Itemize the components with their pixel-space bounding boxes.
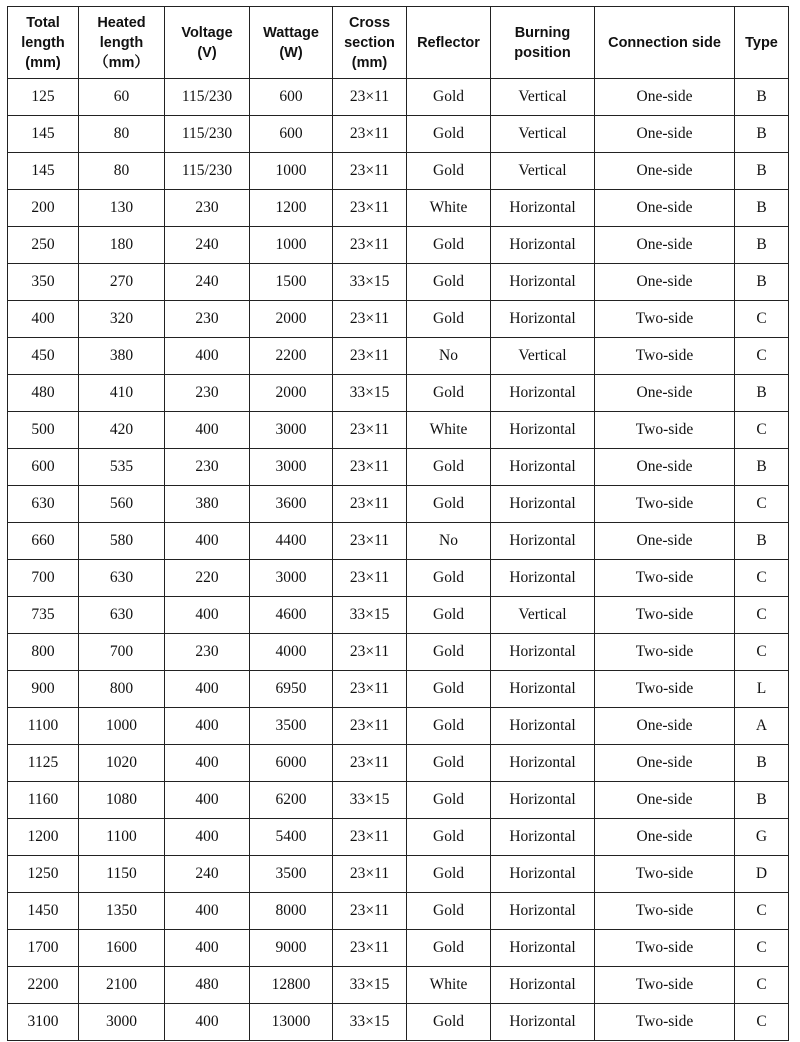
cell-heated-length: 1020 [79,745,165,782]
cell-type: C [735,597,789,634]
cell-cross-section: 23×11 [333,708,407,745]
cell-heated-length: 420 [79,412,165,449]
cell-type: B [735,523,789,560]
cell-reflector: Gold [407,227,491,264]
cell-total-length: 700 [8,560,79,597]
cell-voltage: 115/230 [165,116,250,153]
cell-total-length: 450 [8,338,79,375]
cell-heated-length: 560 [79,486,165,523]
cell-wattage: 6950 [250,671,333,708]
table-body [8,79,789,1041]
cell-voltage: 380 [165,486,250,523]
cell-voltage: 400 [165,782,250,819]
cell-type: C [735,1004,789,1041]
cell-connection-side: Two-side [595,560,735,597]
cell-heated-length: 1600 [79,930,165,967]
cell-reflector: Gold [407,449,491,486]
cell-reflector: Gold [407,597,491,634]
cell-burning-position: Vertical [491,79,595,116]
cell-burning-position: Horizontal [491,1004,595,1041]
cell-cross-section: 23×11 [333,893,407,930]
cell-total-length: 600 [8,449,79,486]
cell-reflector: Gold [407,264,491,301]
table-row [8,486,789,523]
cell-connection-side: Two-side [595,856,735,893]
cell-type: B [735,190,789,227]
cell-burning-position: Horizontal [491,560,595,597]
cell-voltage: 400 [165,893,250,930]
cell-total-length: 1450 [8,893,79,930]
header-line: Connection side [608,34,721,51]
table-row [8,375,789,412]
cell-total-length: 1125 [8,745,79,782]
table-row [8,782,789,819]
cell-wattage: 1000 [250,153,333,190]
cell-total-length: 735 [8,597,79,634]
cell-wattage: 6200 [250,782,333,819]
cell-cross-section: 23×11 [333,634,407,671]
table-row [8,745,789,782]
cell-cross-section: 23×11 [333,745,407,782]
header-line: position [514,44,571,61]
cell-burning-position: Horizontal [491,523,595,560]
cell-burning-position: Horizontal [491,301,595,338]
cell-connection-side: One-side [595,375,735,412]
cell-voltage: 220 [165,560,250,597]
cell-connection-side: Two-side [595,1004,735,1041]
cell-connection-side: One-side [595,227,735,264]
cell-heated-length: 1350 [79,893,165,930]
cell-wattage: 3500 [250,708,333,745]
cell-voltage: 230 [165,449,250,486]
cell-type: C [735,486,789,523]
table-row [8,1004,789,1041]
cell-wattage: 8000 [250,893,333,930]
cell-voltage: 400 [165,819,250,856]
cell-cross-section: 23×11 [333,449,407,486]
cell-burning-position: Horizontal [491,634,595,671]
table-row [8,671,789,708]
cell-reflector: White [407,412,491,449]
cell-reflector: Gold [407,116,491,153]
cell-connection-side: One-side [595,523,735,560]
header-line: (mm) [351,54,388,71]
cell-reflector: Gold [407,782,491,819]
cell-cross-section: 23×11 [333,412,407,449]
cell-wattage: 5400 [250,819,333,856]
cell-connection-side: One-side [595,708,735,745]
cell-type: C [735,967,789,1004]
cell-voltage: 230 [165,634,250,671]
cell-voltage: 115/230 [165,79,250,116]
cell-burning-position: Horizontal [491,227,595,264]
cell-burning-position: Vertical [491,338,595,375]
cell-cross-section: 23×11 [333,301,407,338]
cell-heated-length: 270 [79,264,165,301]
cell-cross-section: 23×11 [333,523,407,560]
cell-heated-length: 630 [79,597,165,634]
cell-type: A [735,708,789,745]
cell-type: C [735,301,789,338]
cell-total-length: 630 [8,486,79,523]
cell-reflector: Gold [407,893,491,930]
cell-cross-section: 33×15 [333,782,407,819]
cell-type: B [735,745,789,782]
cell-type: C [735,338,789,375]
cell-cross-section: 23×11 [333,486,407,523]
cell-connection-side: Two-side [595,634,735,671]
cell-type: L [735,671,789,708]
cell-cross-section: 23×11 [333,856,407,893]
cell-wattage: 2200 [250,338,333,375]
cell-total-length: 480 [8,375,79,412]
cell-wattage: 2000 [250,375,333,412]
cell-cross-section: 23×11 [333,671,407,708]
cell-total-length: 125 [8,79,79,116]
cell-connection-side: One-side [595,782,735,819]
cell-connection-side: Two-side [595,301,735,338]
cell-heated-length: 180 [79,227,165,264]
table-row [8,338,789,375]
cell-cross-section: 33×15 [333,597,407,634]
cell-total-length: 350 [8,264,79,301]
table-row [8,930,789,967]
cell-burning-position: Vertical [491,597,595,634]
cell-voltage: 400 [165,412,250,449]
cell-connection-side: One-side [595,449,735,486]
table-row [8,967,789,1004]
cell-wattage: 1500 [250,264,333,301]
cell-wattage: 2000 [250,301,333,338]
cell-reflector: Gold [407,745,491,782]
cell-heated-length: 60 [79,79,165,116]
cell-wattage: 12800 [250,967,333,1004]
cell-burning-position: Horizontal [491,671,595,708]
cell-burning-position: Horizontal [491,782,595,819]
header-line: Type [745,34,778,51]
cell-wattage: 13000 [250,1004,333,1041]
cell-wattage: 600 [250,79,333,116]
cell-reflector: Gold [407,930,491,967]
cell-connection-side: Two-side [595,930,735,967]
cell-total-length: 250 [8,227,79,264]
cell-voltage: 230 [165,301,250,338]
cell-burning-position: Horizontal [491,967,595,1004]
cell-voltage: 230 [165,190,250,227]
cell-heated-length: 1150 [79,856,165,893]
cell-total-length: 145 [8,153,79,190]
cell-reflector: White [407,967,491,1004]
cell-total-length: 200 [8,190,79,227]
cell-voltage: 240 [165,264,250,301]
cell-voltage: 240 [165,856,250,893]
cell-cross-section: 23×11 [333,560,407,597]
cell-connection-side: One-side [595,116,735,153]
cell-connection-side: One-side [595,264,735,301]
table-row [8,560,789,597]
cell-connection-side: One-side [595,819,735,856]
cell-reflector: Gold [407,486,491,523]
cell-cross-section: 23×11 [333,930,407,967]
cell-wattage: 600 [250,116,333,153]
cell-heated-length: 2100 [79,967,165,1004]
cell-wattage: 1000 [250,227,333,264]
header-connection-side [595,7,735,79]
header-line: (V) [197,44,217,61]
cell-cross-section: 23×11 [333,819,407,856]
cell-type: C [735,634,789,671]
cell-voltage: 400 [165,671,250,708]
table-row [8,597,789,634]
cell-voltage: 400 [165,1004,250,1041]
cell-wattage: 6000 [250,745,333,782]
cell-heated-length: 535 [79,449,165,486]
header-line: section [344,34,395,51]
cell-connection-side: Two-side [595,412,735,449]
cell-total-length: 1160 [8,782,79,819]
cell-total-length: 800 [8,634,79,671]
cell-cross-section: 33×15 [333,1004,407,1041]
cell-wattage: 9000 [250,930,333,967]
cell-voltage: 400 [165,708,250,745]
cell-heated-length: 700 [79,634,165,671]
table-row [8,116,789,153]
cell-voltage: 240 [165,227,250,264]
table-row [8,79,789,116]
cell-type: C [735,412,789,449]
cell-wattage: 3000 [250,560,333,597]
table-row [8,523,789,560]
table-row [8,264,789,301]
header-line: Total [26,14,60,31]
cell-wattage: 3000 [250,449,333,486]
table-row [8,449,789,486]
cell-burning-position: Vertical [491,153,595,190]
cell-reflector: Gold [407,153,491,190]
cell-type: C [735,560,789,597]
cell-total-length: 1100 [8,708,79,745]
header-burning-position [491,7,595,79]
cell-voltage: 115/230 [165,153,250,190]
cell-voltage: 400 [165,338,250,375]
cell-reflector: Gold [407,856,491,893]
cell-reflector: Gold [407,1004,491,1041]
cell-cross-section: 23×11 [333,153,407,190]
cell-burning-position: Horizontal [491,930,595,967]
cell-burning-position: Horizontal [491,893,595,930]
cell-total-length: 500 [8,412,79,449]
cell-wattage: 3500 [250,856,333,893]
header-voltage [165,7,250,79]
cell-burning-position: Horizontal [491,412,595,449]
cell-wattage: 4600 [250,597,333,634]
table-row [8,708,789,745]
lamp-spec-table [7,6,789,1041]
table-row [8,856,789,893]
cell-total-length: 1200 [8,819,79,856]
header-line: length [99,34,144,51]
cell-reflector: White [407,190,491,227]
cell-connection-side: Two-side [595,486,735,523]
cell-heated-length: 1100 [79,819,165,856]
cell-total-length: 660 [8,523,79,560]
cell-type: G [735,819,789,856]
cell-burning-position: Horizontal [491,856,595,893]
cell-type: C [735,893,789,930]
cell-total-length: 145 [8,116,79,153]
cell-heated-length: 80 [79,153,165,190]
cell-connection-side: One-side [595,153,735,190]
header-line: Cross [348,14,391,31]
cell-burning-position: Horizontal [491,449,595,486]
header-line: Burning [514,24,571,41]
cell-total-length: 400 [8,301,79,338]
header-line: length [21,34,65,51]
cell-reflector: Gold [407,708,491,745]
cell-reflector: Gold [407,671,491,708]
cell-burning-position: Horizontal [491,264,595,301]
cell-voltage: 230 [165,375,250,412]
table-row [8,819,789,856]
table-row [8,190,789,227]
header-line: （mm） [94,54,149,71]
cell-cross-section: 23×11 [333,338,407,375]
header-heated-length [79,7,165,79]
cell-type: B [735,264,789,301]
cell-burning-position: Horizontal [491,745,595,782]
header-wattage [250,7,333,79]
cell-cross-section: 33×15 [333,264,407,301]
cell-burning-position: Horizontal [491,708,595,745]
cell-reflector: Gold [407,375,491,412]
cell-heated-length: 1000 [79,708,165,745]
cell-reflector: Gold [407,634,491,671]
cell-voltage: 480 [165,967,250,1004]
header-line: Voltage [181,24,233,41]
cell-type: B [735,782,789,819]
header-row [8,7,789,79]
cell-voltage: 400 [165,523,250,560]
cell-voltage: 400 [165,597,250,634]
cell-burning-position: Vertical [491,116,595,153]
cell-type: B [735,227,789,264]
cell-cross-section: 33×15 [333,967,407,1004]
cell-burning-position: Horizontal [491,375,595,412]
cell-type: B [735,79,789,116]
cell-heated-length: 3000 [79,1004,165,1041]
cell-type: B [735,153,789,190]
cell-wattage: 1200 [250,190,333,227]
cell-type: B [735,116,789,153]
cell-total-length: 3100 [8,1004,79,1041]
cell-heated-length: 80 [79,116,165,153]
cell-heated-length: 380 [79,338,165,375]
header-type [735,7,789,79]
table-row [8,227,789,264]
cell-connection-side: Two-side [595,893,735,930]
cell-cross-section: 33×15 [333,375,407,412]
cell-total-length: 1700 [8,930,79,967]
cell-heated-length: 130 [79,190,165,227]
header-line: Heated [97,14,146,31]
table-row [8,634,789,671]
cell-reflector: No [407,338,491,375]
cell-heated-length: 800 [79,671,165,708]
cell-voltage: 400 [165,930,250,967]
cell-total-length: 1250 [8,856,79,893]
cell-heated-length: 580 [79,523,165,560]
cell-reflector: Gold [407,301,491,338]
cell-burning-position: Horizontal [491,190,595,227]
cell-cross-section: 23×11 [333,190,407,227]
cell-wattage: 3600 [250,486,333,523]
table-row [8,412,789,449]
header-line: (W) [279,44,303,61]
cell-type: B [735,375,789,412]
cell-cross-section: 23×11 [333,227,407,264]
cell-heated-length: 320 [79,301,165,338]
header-line: Reflector [417,34,480,51]
cell-reflector: Gold [407,819,491,856]
cell-connection-side: One-side [595,79,735,116]
cell-wattage: 4400 [250,523,333,560]
cell-connection-side: Two-side [595,338,735,375]
cell-heated-length: 410 [79,375,165,412]
header-line: (mm) [25,54,61,71]
cell-connection-side: Two-side [595,967,735,1004]
cell-reflector: No [407,523,491,560]
cell-heated-length: 630 [79,560,165,597]
cell-total-length: 900 [8,671,79,708]
header-line: Wattage [263,24,319,41]
cell-connection-side: One-side [595,745,735,782]
cell-wattage: 4000 [250,634,333,671]
cell-reflector: Gold [407,79,491,116]
header-cross-section [333,7,407,79]
header-reflector [407,7,491,79]
cell-connection-side: One-side [595,190,735,227]
cell-cross-section: 23×11 [333,116,407,153]
cell-heated-length: 1080 [79,782,165,819]
cell-burning-position: Horizontal [491,486,595,523]
cell-type: D [735,856,789,893]
cell-reflector: Gold [407,560,491,597]
table-row [8,893,789,930]
cell-total-length: 2200 [8,967,79,1004]
header-total-length [8,7,79,79]
cell-type: B [735,449,789,486]
cell-connection-side: Two-side [595,597,735,634]
cell-connection-side: Two-side [595,671,735,708]
cell-burning-position: Horizontal [491,819,595,856]
cell-type: C [735,930,789,967]
cell-wattage: 3000 [250,412,333,449]
cell-voltage: 400 [165,745,250,782]
cell-cross-section: 23×11 [333,79,407,116]
table-row [8,301,789,338]
table-row [8,153,789,190]
